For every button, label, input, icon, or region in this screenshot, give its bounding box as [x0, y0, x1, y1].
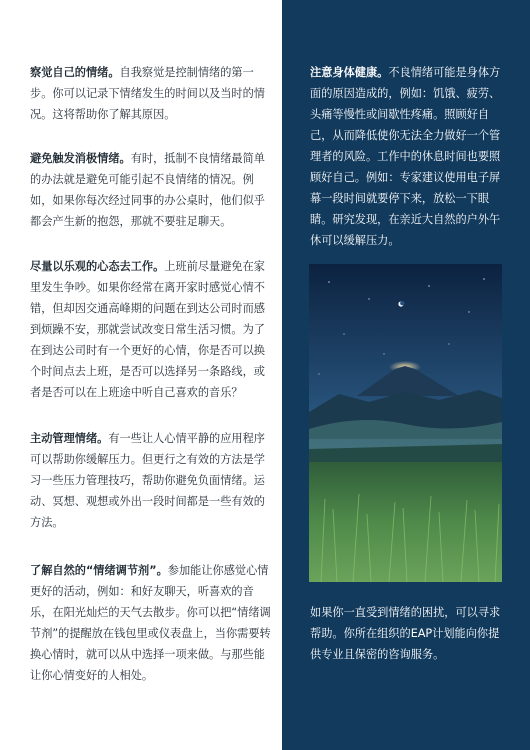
- section-body: 不良情绪可能是身体方面的原因造成的，例如：饥饿、疲劳、头痛等慢性或间歇性疼痛。照顾好自己，从而降低使你无法全力做好一个管理者的风险。工作中的休息时间也要照顾好自己。例如：专家建议使用电子屏幕一段时间就要停下来，放松一下眼睛。研究发现，在亲近大自然的户外午休可以缓解压力。: [310, 66, 501, 247]
- mountain-night-photo: [309, 264, 502, 582]
- section-body: 有时，抵制不良情绪最简单的办法就是避免可能引起不良情绪的情况。例如，如果你每次经过同事的办公桌时，他们似乎都会产生新的抱怨，那就不要驻足聊天。: [30, 152, 265, 228]
- section-awareness: [30, 62, 272, 125]
- section-body: 参加能让你感觉心情更好的活动，例如：和好友聊天，听喜欢的音乐，在阳光灿烂的天气去散步。你可以把“情绪调节剂”的提醒放在钱包里或仪表盘上，当你需要转换心情时，就可以从中选择一项来做。与那些能让你心情变好的人相处。: [30, 564, 271, 682]
- section-title: 察觉自己的情绪。: [30, 66, 120, 79]
- section-health: [310, 62, 508, 251]
- right-column: [282, 0, 530, 750]
- section-title: 主动管理情绪。: [30, 432, 109, 445]
- section-optimism: [30, 256, 272, 403]
- section-title: 尽量以乐观的心态去工作。: [30, 260, 165, 273]
- help-footer: 如果你一直受到情绪的困扰，可以寻求帮助。你所在组织的EAP计划能向你提供专业且保密的咨询服务。: [310, 606, 501, 661]
- section-title: 注意身体健康。: [310, 66, 389, 79]
- section-body: 上班前尽量避免在家里发生争吵。如果你经常在离开家时感觉心情不错，但却因交通高峰期的问题在到达公司时而感到烦躁不安，那就尝试改变日常生活习惯。为了在到达公司时有一个更好的心情，你是否可以换个时间点去上班，是否可以选择另一条路线，或者是否可以在上班途中听自己喜欢的音乐？: [30, 260, 265, 399]
- section-title: 了解自然的“情绪调节剂”。: [30, 564, 168, 577]
- section-avoid-triggers: [30, 148, 272, 232]
- section-mood-regulators: [30, 560, 272, 686]
- section-body: 有一些让人心情平静的应用程序可以帮助你缓解压力。但更行之有效的方法是学习一些压力管理技巧，帮助你避免负面情绪。运动、冥想、观想或外出一段时间都是一些有效的方法。: [30, 432, 265, 529]
- section-body: 自我察觉是控制情绪的第一步。你可以记录下情绪发生的时间以及当时的情况。这将帮助你了解其原因。: [30, 66, 265, 121]
- section-manage: [30, 428, 272, 533]
- section-title: 避免触发消极情绪。: [30, 152, 131, 165]
